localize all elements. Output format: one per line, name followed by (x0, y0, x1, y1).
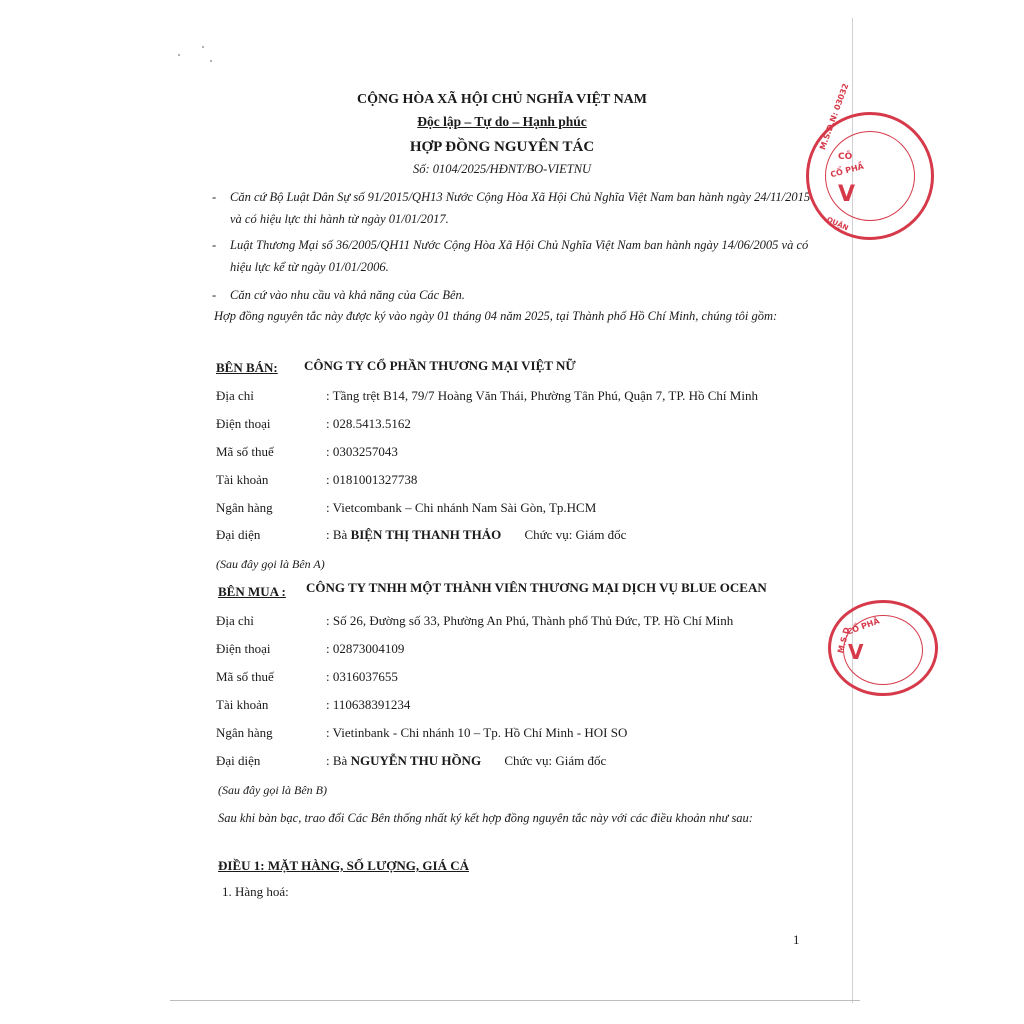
page-edge-bottom (170, 1000, 860, 1001)
rep-prefix: : Bà (326, 527, 348, 542)
seller-alias: (Sau đây gọi là Bên A) (216, 557, 325, 571)
rep-position: Chức vụ: Giám đốc (524, 527, 627, 542)
field-value: : 0316037655 (326, 669, 398, 684)
motto: Độc lập – Tự do – Hạnh phúc (417, 114, 587, 129)
stamp-text: QUẬN (825, 215, 850, 233)
buyer-label: BÊN MUA : (218, 584, 286, 599)
field-label: Ngân hàng (216, 500, 273, 515)
field-value: : 028.5413.5162 (326, 416, 411, 431)
field-label: Địa chỉ (216, 388, 254, 403)
bullet-dash: - (212, 238, 217, 252)
nation-heading: CỘNG HÒA XÃ HỘI CHỦ NGHĨA VIỆT NAM (356, 92, 647, 107)
field-value: : Vietinbank - Chi nhánh 10 – Tp. Hồ Chí Minh - HOI SO (326, 725, 628, 740)
field-value: : 0181001327738 (326, 472, 418, 487)
field-value: : Vietcombank – Chi nhánh Nam Sài Gòn, Tp.HCM (326, 500, 597, 515)
buyer-alias: (Sau đây gọi là Bên B) (218, 783, 327, 797)
stamp-text: CỔ PHẦ (829, 161, 865, 180)
stamp-text: M.S.D (836, 626, 852, 655)
field-value (326, 753, 606, 769)
scan-specks (176, 44, 216, 64)
basis-text: Căn cứ Bộ Luật Dân Sự số 91/2015/QH13 Nước Cộng Hòa Xã Hội Chủ Nghĩa Việt Nam ban hành ngày 24/11/2015 và có hiệu lực thi hành từ ngày 01/01/2017. (230, 190, 811, 226)
rep-name: NGUYỄN THU HỒNG (350, 753, 482, 768)
bullet-dash: - (212, 190, 217, 204)
buyer-name: CÔNG TY TNHH MỘT THÀNH VIÊN THƯƠNG MẠI DỊCH VỤ BLUE OCEAN (306, 580, 767, 595)
field-label: Địa chỉ (216, 613, 254, 628)
stamp-letter: V (848, 640, 864, 664)
seller-name: CÔNG TY CỔ PHẦN THƯƠNG MẠI VIỆT NỮ (304, 358, 576, 373)
field-label: Mã số thuế (216, 669, 274, 684)
article-1-item-1: 1. Hàng hoá: (222, 884, 289, 899)
field-value: : 110638391234 (326, 697, 411, 712)
stamp-letter: V (838, 182, 856, 207)
page-number: 1 (793, 932, 800, 947)
field-value: : 0303257043 (326, 444, 398, 459)
field-value: : Số 26, Đường số 33, Phường An Phú, Thành phố Thủ Đức, TP. Hồ Chí Minh (326, 613, 734, 628)
field-label: Mã số thuế (216, 444, 274, 459)
basis-text: Luật Thương Mại số 36/2005/QH11 Nước Cộng Hòa Xã Hội Chủ Nghĩa Việt Nam ban hành ngày 14/06/2005 và có hiệu lực kể từ ngày 01/01/2006. (230, 238, 809, 274)
field-label: Điện thoại (216, 641, 271, 656)
stamp-text: CỔ PHẦ (845, 616, 881, 637)
field-label: Ngân hàng (216, 725, 273, 740)
field-value: : 02873004109 (326, 641, 405, 656)
rep-prefix: : Bà (326, 753, 348, 768)
stamp-text: M.S.D.N: 03032 (818, 82, 851, 152)
field-label: Tài khoản (216, 697, 269, 712)
intro-paragraph: Hợp đồng nguyên tắc này được ký vào ngày 01 tháng 04 năm 2025, tại Thành phố Hồ Chí Minh, chúng tôi gồm: (214, 309, 778, 323)
contract-title: HỢP ĐỒNG NGUYÊN TÁC (409, 139, 595, 155)
basis-text: Căn cứ vào nhu cầu và khả năng của Các Bên. (230, 288, 465, 302)
contract-number: Số: 0104/2025/HĐNT/BO-VIETNU (412, 162, 592, 176)
rep-name: BIỆN THỊ THANH THẢO (350, 527, 502, 542)
field-label: Tài khoản (216, 472, 269, 487)
seller-label: BÊN BÁN: (216, 360, 278, 375)
rep-position: Chức vụ: Giám đốc (504, 753, 607, 768)
bullet-dash: - (212, 288, 217, 302)
field-label: Đại diện (216, 527, 261, 542)
field-label: Đại diện (216, 753, 261, 768)
field-label: Điện thoại (216, 416, 271, 431)
agreement-paragraph: Sau khi bàn bạc, trao đổi Các Bên thống nhất ký kết hợp đồng nguyên tắc này với các điều khoản như sau: (218, 811, 753, 825)
stamp-text: CÔ (838, 152, 853, 162)
article-1-heading: ĐIỀU 1: MẶT HÀNG, SỐ LƯỢNG, GIÁ CẢ (218, 858, 469, 873)
field-value: : Tầng trệt B14, 79/7 Hoàng Văn Thái, Phường Tân Phú, Quận 7, TP. Hồ Chí Minh (326, 388, 758, 403)
field-value (326, 527, 626, 543)
